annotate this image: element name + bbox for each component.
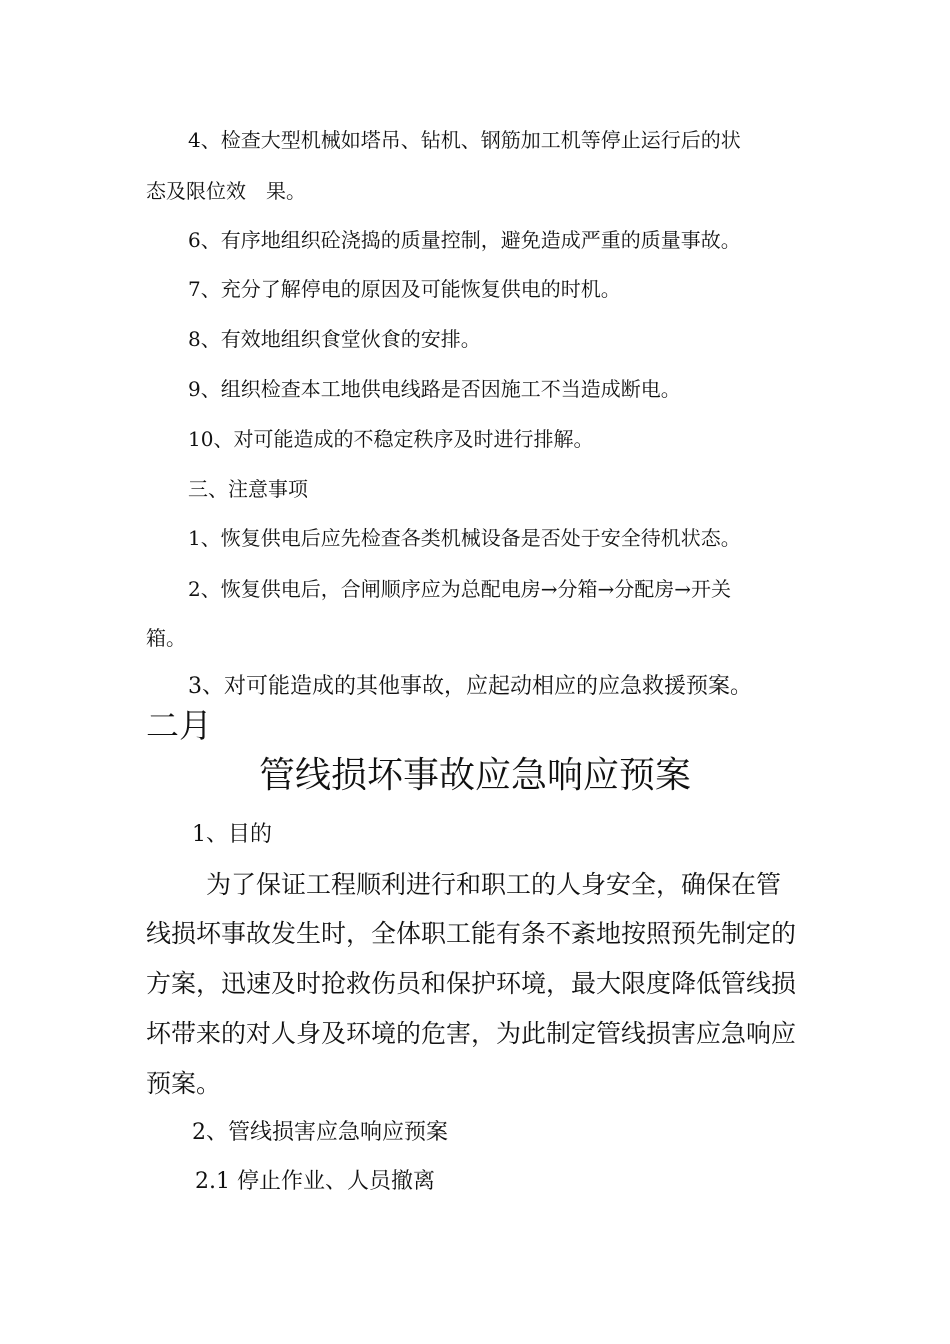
paragraph-line: 2、恢复供电后，合闸顺序应为总配电房→分箱→分配房→开关 [188,577,731,601]
paragraph-line: 8、有效地组织食堂伙食的安排。 [188,327,481,351]
subsection-heading: 2.1 停止作业、人员撤离 [195,1169,435,1194]
section-heading: 2、管线损害应急响应预案 [192,1120,448,1145]
paragraph-line: 为了保证工程顺利进行和职工的人身安全，确保在管 [206,870,782,899]
paragraph-line: 9、组织检查本工地供电线路是否因施工不当造成断电。 [188,377,681,401]
paragraph-line: 线损坏事故发生时，全体职工能有条不紊地按照预先制定的 [146,919,797,948]
paragraph-line: 态及限位效 果。 [146,179,306,203]
paragraph-line: 预案。 [146,1069,222,1098]
paragraph-line: 6、有序地组织砼浇捣的质量控制，避免造成严重的质量事故。 [188,228,741,252]
section-mark: 二月 [146,706,212,745]
paragraph-line: 方案，迅速及时抢救伤员和保护环境，最大限度降低管线损 [146,969,797,998]
paragraph-line: 4、检查大型机械如塔吊、钻机、钢筋加工机等停止运行后的状 [188,128,741,152]
section-heading: 1、目的 [192,822,272,847]
page-title: 管线损坏事故应急响应预案 [258,755,691,796]
paragraph-line: 坏带来的对人身及环境的危害，为此制定管线损害应急响应 [146,1019,797,1048]
paragraph-line: 1、恢复供电后应先检查各类机械设备是否处于安全待机状态。 [188,526,741,550]
paragraph-line: 箱。 [146,626,186,650]
paragraph-line: 7、充分了解停电的原因及可能恢复供电的时机。 [188,277,621,301]
paragraph-line: 10、对可能造成的不稳定秩序及时进行排解。 [188,427,594,451]
section-heading: 三、注意事项 [188,477,308,501]
paragraph-line: 3、对可能造成的其他事故，应起动相应的应急救援预案。 [188,674,752,699]
